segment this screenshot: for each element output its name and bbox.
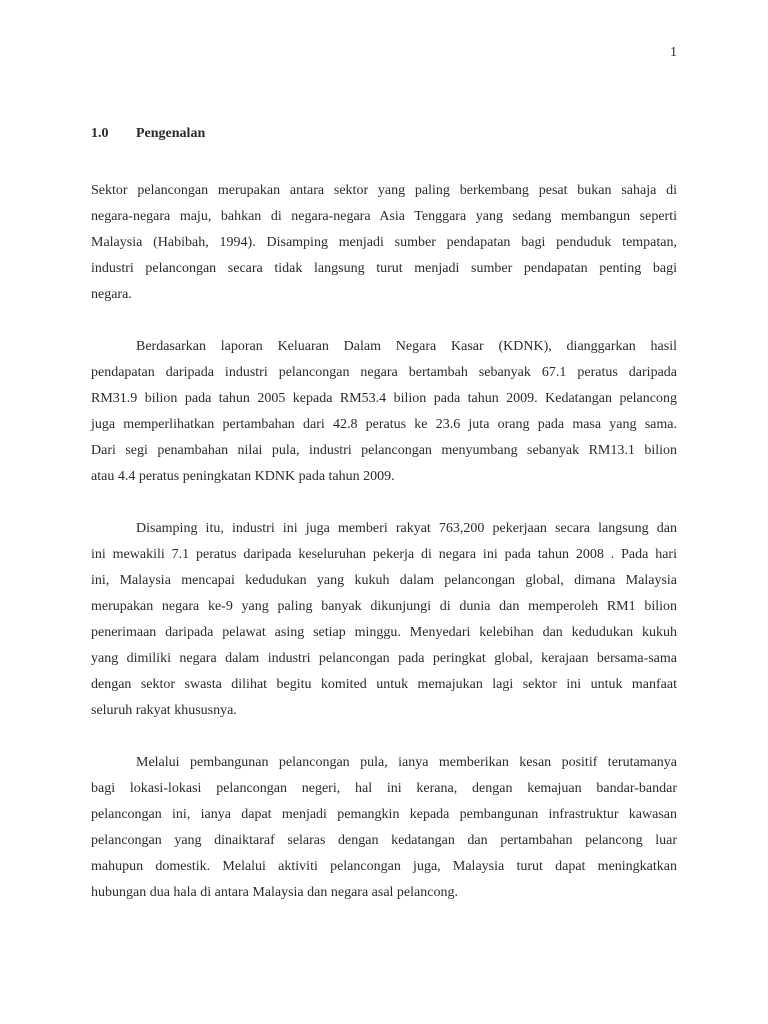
paragraph-line: atau 4.4 peratus peningkatan KDNK pada tahun 2009. xyxy=(91,469,395,484)
paragraph-line: Dari segi penambahan nilai pula, industri pelancongan menyumbang sebanyak RM13.1 bilion xyxy=(91,443,677,458)
paragraph-line: RM31.9 bilion pada tahun 2005 kepada RM53.4 bilion pada tahun 2009. Kedatangan pelancong xyxy=(91,391,677,406)
paragraph-line: pelancongan yang dinaiktaraf selaras dengan kedatangan dan pertambahan pelancong luar xyxy=(91,833,677,848)
paragraph-line: merupakan negara ke-9 yang paling banyak dikunjungi di dunia dan memperoleh RM1 bilion xyxy=(91,599,677,614)
page-number: 1 xyxy=(670,45,677,60)
paragraph-line: Melalui pembangunan pelancongan pula, ianya memberikan kesan positif terutamanya xyxy=(136,755,677,770)
paragraph-line: negara-negara maju, bahkan di negara-negara Asia Tenggara yang sedang membangun seperti xyxy=(91,209,677,224)
document-body xyxy=(91,121,677,932)
paragraph-line: dengan sektor swasta dilihat begitu komited untuk memajukan lagi sektor ini untuk manfaat xyxy=(91,677,677,692)
section-number: 1.0 xyxy=(91,126,109,141)
paragraph-line: industri pelancongan secara tidak langsung turut menjadi sumber pendapatan penting bagi xyxy=(91,261,677,276)
section-title: Pengenalan xyxy=(136,126,206,141)
paragraph-4 xyxy=(91,750,677,906)
paragraph-line: ini mewakili 7.1 peratus daripada keseluruhan pekerja di negara ini pada tahun 2008 . Pada hari xyxy=(91,547,677,562)
paragraph-line: Disamping itu, industri ini juga memberi rakyat 763,200 pekerjaan secara langsung dan xyxy=(136,521,677,536)
paragraph-line: hubungan dua hala di antara Malaysia dan negara asal pelancong. xyxy=(91,885,458,900)
paragraph-line: mahupun domestik. Melalui aktiviti pelancongan juga, Malaysia turut dapat meningkatkan xyxy=(91,859,677,874)
paragraph-line: yang dimiliki negara dalam industri pelancongan pada peringkat global, kerajaan bersama-sama xyxy=(91,651,677,666)
paragraph-line: Sektor pelancongan merupakan antara sektor yang paling berkembang pesat bukan sahaja di xyxy=(91,183,677,198)
paragraph-line: juga memperlihatkan pertambahan dari 42.8 peratus ke 23.6 juta orang pada masa yang sama. xyxy=(91,417,677,432)
section-heading xyxy=(91,121,677,147)
paragraph-1 xyxy=(91,178,677,308)
paragraph-line: negara. xyxy=(91,287,132,302)
paragraph-line: bagi lokasi-lokasi pelancongan negeri, hal ini kerana, dengan kemajuan bandar-bandar xyxy=(91,781,677,796)
paragraph-line: Malaysia (Habibah, 1994). Disamping menjadi sumber pendapatan bagi penduduk tempatan, xyxy=(91,235,677,250)
paragraph-line: Berdasarkan laporan Keluaran Dalam Negara Kasar (KDNK), dianggarkan hasil xyxy=(136,339,677,354)
paragraph-line: ini, Malaysia mencapai kedudukan yang kukuh dalam pelancongan global, dimana Malaysia xyxy=(91,573,677,588)
paragraph-line: pelancongan ini, ianya dapat menjadi pemangkin kepada pembangunan infrastruktur kawasan xyxy=(91,807,677,822)
paragraph-line: pendapatan daripada industri pelancongan negara bertambah sebanyak 67.1 peratus daripada xyxy=(91,365,677,380)
paragraph-3 xyxy=(91,516,677,724)
paragraph-line: seluruh rakyat khususnya. xyxy=(91,703,237,718)
paragraph-line: penerimaan daripada pelawat asing setiap minggu. Menyedari kelebihan dan kedudukan kukuh xyxy=(91,625,677,640)
paragraph-2 xyxy=(91,334,677,490)
